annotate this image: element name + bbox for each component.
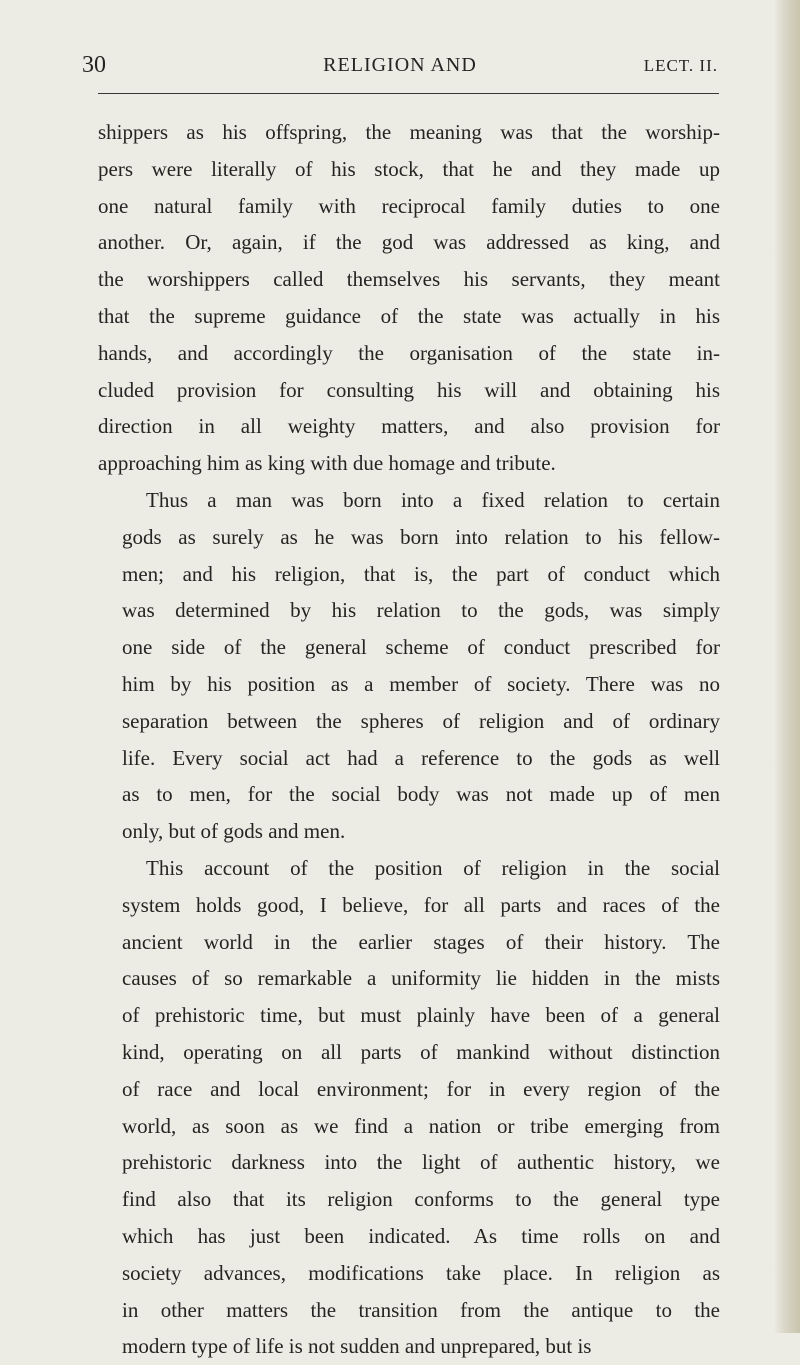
text-line: only, but of gods and men. xyxy=(122,819,346,844)
text-line: as to men, for the social body was not made up of men xyxy=(122,782,720,807)
text-line: direction in all weighty matters, and also provision for xyxy=(98,414,720,439)
text-line: in other matters the transition from the antique to the xyxy=(122,1297,720,1322)
text-line: ancient world in the earlier stages of their history. The xyxy=(122,929,720,954)
text-line: of prehistoric time, but must plainly have been of a general xyxy=(122,1003,720,1028)
text-line: him by his position as a member of society. There was no xyxy=(122,671,720,696)
text-line: of race and local environment; for in every region of the xyxy=(122,1076,720,1101)
text-line: cluded provision for consulting his will and obtaining his xyxy=(98,377,720,402)
text-line: kind, operating on all parts of mankind without distinction xyxy=(122,1039,720,1064)
text-line: society advances, modifications take place. In religion as xyxy=(122,1260,720,1285)
text-line: system holds good, I believe, for all parts and races of the xyxy=(122,892,720,917)
text-line: causes of so remarkable a uniformity lie hidden in the mists xyxy=(122,966,720,991)
text-line: separation between the spheres of religion and of ordinary xyxy=(122,708,720,733)
text-line: one side of the general scheme of conduct prescribed for xyxy=(122,635,720,660)
text-line: men; and his religion, that is, the part of conduct which xyxy=(122,561,720,586)
text-line: prehistoric darkness into the light of authentic history, we xyxy=(122,1150,720,1175)
paragraph xyxy=(98,850,720,1365)
text-line: another. Or, again, if the god was addressed as king, and xyxy=(98,230,720,255)
text-line: modern type of life is not sudden and unprepared, but is xyxy=(122,1334,592,1359)
text-line: shippers as his offspring, the meaning was that the worship- xyxy=(98,120,720,144)
lecture-marker: LECT. II. xyxy=(643,56,718,75)
text-line: was determined by his relation to the gods, was simply xyxy=(122,598,720,623)
text-line: find also that its religion conforms to the general type xyxy=(122,1187,720,1212)
text-line: which has just been indicated. As time rolls on and xyxy=(122,1223,720,1248)
text-line: world, as soon as we find a nation or tribe emerging from xyxy=(122,1113,720,1138)
body-text xyxy=(98,114,720,1365)
paragraph xyxy=(98,482,720,850)
text-line: This account of the position of religion in the social xyxy=(146,855,720,880)
text-line: approaching him as king with due homage and tribute. xyxy=(98,451,556,476)
text-line: pers were literally of his stock, that he and they made up xyxy=(98,156,720,181)
text-line: life. Every social act had a reference to the gods as well xyxy=(122,745,720,770)
header-rule xyxy=(98,93,719,94)
text-line: one natural family with reciprocal family duties to one xyxy=(98,193,720,218)
running-title: RELIGION AND xyxy=(323,54,477,76)
text-line: Thus a man was born into a fixed relation to certain xyxy=(146,487,720,512)
text-line: the worshippers called themselves his servants, they meant xyxy=(98,267,720,292)
text-line: that the supreme guidance of the state was actually in his xyxy=(98,303,720,328)
paragraph xyxy=(98,114,720,482)
running-header xyxy=(82,52,718,86)
page-number: 30 xyxy=(82,52,106,78)
text-line: hands, and accordingly the organisation of the state in- xyxy=(98,340,720,365)
page-edge-shadow xyxy=(774,0,800,1333)
text-line: gods as surely as he was born into relation to his fellow- xyxy=(122,524,720,549)
